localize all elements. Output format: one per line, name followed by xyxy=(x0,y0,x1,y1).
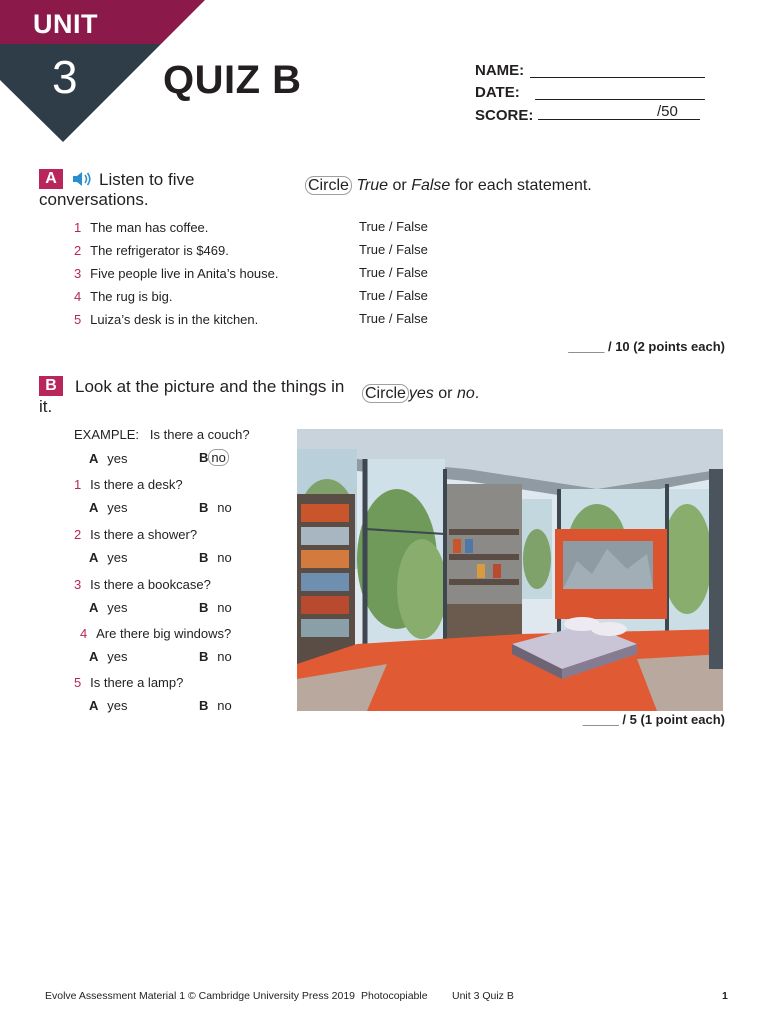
score-label: SCORE: xyxy=(475,107,534,124)
item-number: 5 xyxy=(74,312,82,327)
item-number: 5 xyxy=(74,675,82,690)
section-a-badge: A xyxy=(39,169,63,189)
bedroom-illustration xyxy=(297,429,723,711)
list-item xyxy=(74,576,211,594)
item-text: Are there big windows? xyxy=(96,626,232,641)
false-word: False xyxy=(411,177,451,194)
item-text: The man has coffee. xyxy=(90,220,209,235)
example-label: EXAMPLE: xyxy=(74,427,140,442)
option-letter: B xyxy=(199,550,209,565)
option-a-yes[interactable] xyxy=(89,499,128,517)
no-word: no xyxy=(456,385,475,402)
period: . xyxy=(474,385,480,402)
list-item xyxy=(74,526,197,544)
option-letter: B xyxy=(199,649,209,664)
circle-word: Circle xyxy=(362,384,409,403)
section-a-score: _____ / 10 (2 points each) xyxy=(568,339,725,354)
option-text: no xyxy=(217,698,232,713)
option-text: yes xyxy=(107,649,128,664)
footer-quiz-label: Unit 3 Quiz B xyxy=(452,990,514,1002)
item-number: 4 xyxy=(80,626,88,641)
option-letter: A xyxy=(89,500,99,515)
list-item xyxy=(80,625,231,643)
list-item xyxy=(74,242,229,260)
section-b-instruction-circle xyxy=(362,384,479,403)
option-letter: B xyxy=(199,698,209,713)
option-b-no[interactable] xyxy=(199,449,229,467)
section-a-instruction-circle xyxy=(305,176,592,195)
true-false-option[interactable]: True / False xyxy=(359,219,428,234)
item-text: The rug is big. xyxy=(90,289,173,304)
item-number: 1 xyxy=(74,220,82,235)
item-number: 2 xyxy=(74,243,82,258)
item-text: Is there a desk? xyxy=(90,477,183,492)
option-b-no[interactable] xyxy=(199,499,232,517)
option-text: no xyxy=(217,600,232,615)
option-a-yes[interactable] xyxy=(89,450,128,468)
true-false-option[interactable]: True / False xyxy=(359,288,428,303)
or-word: or xyxy=(438,385,453,402)
or-word: or xyxy=(392,177,407,194)
true-false-option[interactable]: True / False xyxy=(359,265,428,280)
option-letter: A xyxy=(89,698,99,713)
item-text: Is there a bookcase? xyxy=(90,577,211,592)
unit-number: 3 xyxy=(52,51,78,103)
footer-photocopiable: Photocopiable xyxy=(361,990,428,1002)
true-false-option[interactable]: True / False xyxy=(359,242,428,257)
item-text: Five people live in Anita’s house. xyxy=(90,266,279,281)
score-total: /50 xyxy=(657,103,678,120)
option-text: yes xyxy=(107,500,128,515)
instruction-tail: for each statement. xyxy=(454,177,592,194)
list-item xyxy=(74,219,208,237)
list-item xyxy=(74,476,183,494)
item-text: Is there a lamp? xyxy=(90,675,184,690)
option-a-yes[interactable] xyxy=(89,599,128,617)
option-text: yes xyxy=(107,600,128,615)
item-number: 1 xyxy=(74,477,82,492)
footer-copyright: Evolve Assessment Material 1 © Cambridge University Press 2019 xyxy=(45,990,356,1002)
option-letter: A xyxy=(89,451,99,466)
section-b-score: _____ / 5 (1 point each) xyxy=(582,712,725,727)
name-label: NAME: xyxy=(475,62,525,79)
option-text: no xyxy=(217,550,232,565)
item-text: Is there a shower? xyxy=(90,527,198,542)
unit-label: UNIT xyxy=(33,9,98,39)
true-false-option[interactable]: True / False xyxy=(359,311,428,326)
option-b-no[interactable] xyxy=(199,599,232,617)
true-word: True xyxy=(356,177,389,194)
page-number: 1 xyxy=(722,990,728,1002)
option-a-yes[interactable] xyxy=(89,549,128,567)
list-item xyxy=(74,311,258,329)
item-number: 4 xyxy=(74,289,82,304)
list-item xyxy=(74,288,173,306)
item-number: 3 xyxy=(74,266,82,281)
section-a-instruction-2: conversations. xyxy=(39,190,149,209)
section-a-instruction-1: Listen to five xyxy=(99,170,195,189)
section-b-instruction-2: it. xyxy=(39,397,53,416)
circle-word: Circle xyxy=(305,176,352,195)
list-item xyxy=(74,674,183,692)
section-b-badge: B xyxy=(39,376,63,396)
name-field[interactable] xyxy=(530,77,705,78)
item-number: 2 xyxy=(74,527,82,542)
option-a-yes[interactable] xyxy=(89,697,128,715)
item-number: 3 xyxy=(74,577,82,592)
option-text: yes xyxy=(107,451,128,466)
yes-word: yes xyxy=(408,385,434,402)
page-title: QUIZ B xyxy=(163,58,302,102)
option-b-no[interactable] xyxy=(199,648,232,666)
example-question xyxy=(74,427,250,442)
circled-answer: no xyxy=(208,449,228,466)
date-field[interactable] xyxy=(535,99,705,100)
option-letter: B xyxy=(199,450,209,465)
date-label: DATE: xyxy=(475,84,520,101)
option-letter: A xyxy=(89,649,99,664)
option-letter: B xyxy=(199,600,209,615)
item-text: The refrigerator is $469. xyxy=(90,243,229,258)
option-letter: B xyxy=(199,500,209,515)
option-text: no xyxy=(217,500,232,515)
option-b-no[interactable] xyxy=(199,697,232,715)
option-text: no xyxy=(217,649,232,664)
section-b-instruction-1: Look at the picture and the things in xyxy=(75,377,345,396)
option-letter: A xyxy=(89,550,99,565)
option-text: yes xyxy=(107,550,128,565)
audio-icon[interactable] xyxy=(72,171,92,187)
list-item xyxy=(74,265,279,283)
example-text: Is there a couch? xyxy=(149,427,250,442)
option-text: yes xyxy=(107,698,128,713)
item-text: Luiza’s desk is in the kitchen. xyxy=(90,312,259,327)
option-b-no[interactable] xyxy=(199,549,232,567)
option-letter: A xyxy=(89,600,99,615)
option-a-yes[interactable] xyxy=(89,648,128,666)
